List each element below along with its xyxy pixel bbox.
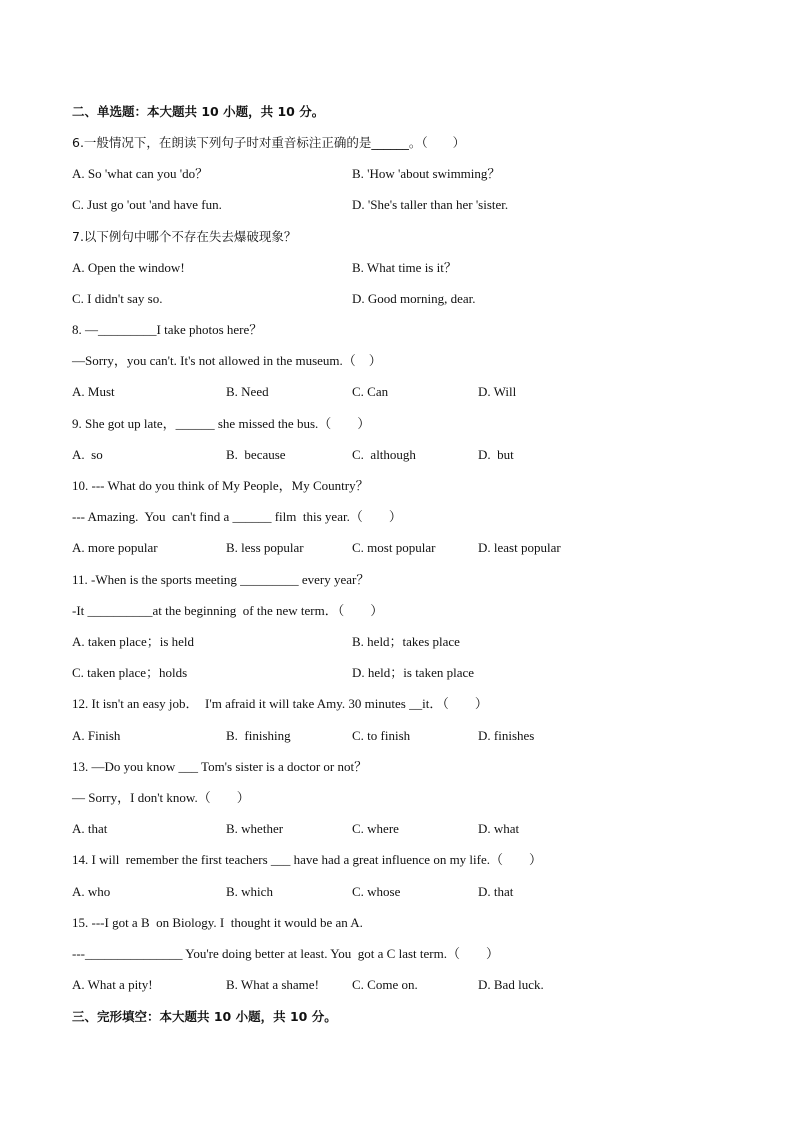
q10-option-b: B. less popular [226, 540, 304, 555]
q15-option-b: B. What a shame! [226, 977, 319, 992]
q14-option-c: C. whose [352, 884, 401, 899]
q11-option-b: B. held；takes place [352, 634, 460, 649]
q15-option-d: D. Bad luck. [478, 977, 544, 992]
q13-option-a: A. that [72, 821, 108, 836]
q7-option-d: D. Good morning, dear. [352, 291, 476, 306]
question-11-stem: 11. -When is the sports meeting _________ every year？ [72, 572, 370, 587]
q12-option-c: C. to finish [352, 728, 411, 743]
section-heading-cloze: 三、完形填空：本大题共 10 小题，共 10 分。 [72, 1009, 337, 1024]
q10-option-a: A. more popular [72, 540, 158, 555]
q9-option-d: D. but [478, 447, 514, 462]
question-14-stem: 14. I will remember the first teachers ___ have had a great influence on my life.（ ） [72, 852, 543, 867]
question-11-dialogue: -It __________at the beginning of the new term．（ ） [72, 603, 384, 618]
question-9-stem: 9. She got up late，______ she missed the bus.（ ） [72, 416, 371, 431]
q12-option-d: D. finishes [478, 728, 535, 743]
q7-option-a: A. Open the window! [72, 260, 185, 275]
question-10-stem: 10. --- What do you think of My People，My Country？ [72, 478, 369, 493]
q9-option-b: B. because [226, 447, 286, 462]
question-12-stem: 12. It isn't an easy job． I'm afraid it will take Amy. 30 minutes __it．（ ） [72, 696, 488, 711]
q8-option-b: B. Need [226, 384, 269, 399]
q7-option-c: C. I didn't say so. [72, 291, 163, 306]
q14-option-b: B. which [226, 884, 273, 899]
q6-option-b: B. 'How 'about swimming？ [352, 166, 501, 181]
q12-option-a: A. Finish [72, 728, 121, 743]
q8-option-c: C. Can [352, 384, 389, 399]
question-10-dialogue: --- Amazing. You can't find a ______ film this year.（ ） [72, 509, 402, 524]
question-8-dialogue: —Sorry，you can't. It's not allowed in the museum.（ ） [72, 353, 382, 368]
q9-option-a: A. so [72, 447, 103, 462]
q6-option-a: A. So 'what can you 'do？ [72, 166, 209, 181]
question-13-dialogue: — Sorry，I don't know.（ ） [72, 790, 250, 805]
q11-option-c: C. taken place；holds [72, 665, 188, 680]
q12-option-b: B. finishing [226, 728, 291, 743]
question-8-stem: 8. —_________I take photos here？ [72, 322, 263, 337]
q15-option-c: C. Come on. [352, 977, 418, 992]
q10-option-d: D. least popular [478, 540, 561, 555]
question-7-stem: 7.以下例句中哪个不存在失去爆破现象？ [72, 229, 297, 244]
q6-option-d: D. 'She's taller than her 'sister. [352, 197, 509, 212]
q14-option-a: A. who [72, 884, 111, 899]
q11-option-a: A. taken place；is held [72, 634, 195, 649]
question-15-dialogue: ---_______________ You're doing better at least. You got a C last term.（ ） [72, 946, 499, 961]
q9-option-c: C. although [352, 447, 416, 462]
q13-option-b: B. whether [226, 821, 284, 836]
q11-option-d: D. held；is taken place [352, 665, 475, 680]
q8-option-a: A. Must [72, 384, 115, 399]
q13-option-c: C. where [352, 821, 399, 836]
question-13-stem: 13. —Do you know ___ Tom's sister is a doctor or not？ [72, 759, 368, 774]
q10-option-c: C. most popular [352, 540, 436, 555]
section-heading-single-choice: 二、单选题：本大题共 10 小题，共 10 分。 [72, 104, 325, 119]
question-15-stem: 15. ---I got a B on Biology. I thought it would be an A. [72, 915, 363, 930]
q6-option-c: C. Just go 'out 'and have fun. [72, 197, 222, 212]
q8-option-d: D. Will [478, 384, 517, 399]
q13-option-d: D. what [478, 821, 520, 836]
q14-option-d: D. that [478, 884, 514, 899]
q7-option-b: B. What time is it？ [352, 260, 457, 275]
question-6-stem: 6.一般情况下，在朗读下列句子时对重音标注正确的是______。（ ） [72, 135, 466, 150]
q15-option-a: A. What a pity! [72, 977, 153, 992]
